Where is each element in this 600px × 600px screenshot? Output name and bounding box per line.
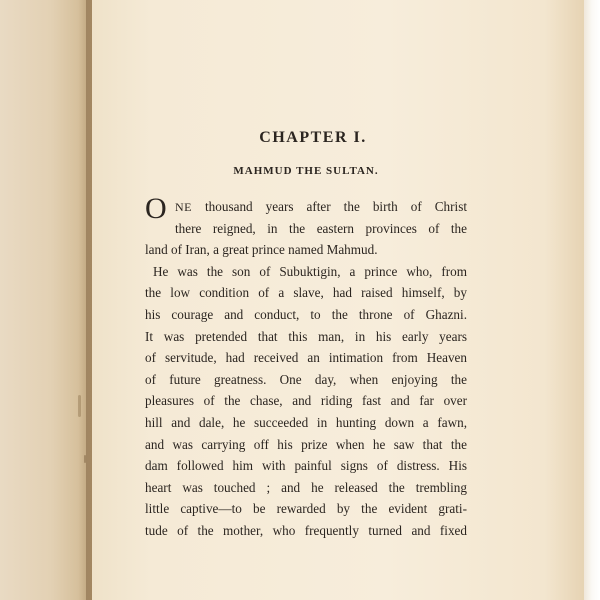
paragraph-line: his courage and conduct, to the throne of Ghazni. [145, 306, 467, 322]
paragraph-line: dam followed him with painful signs of distress. His [145, 458, 467, 474]
page-stain [78, 395, 81, 417]
paragraph-line: of future greatness. One day, when enjoying the [145, 371, 467, 387]
paragraph-line: and was carrying off his prize when he saw that the [145, 436, 467, 452]
page-edge [584, 0, 600, 600]
paragraph-line: land of Iran, a great prince named Mahmud. [145, 242, 378, 258]
paragraph-line: tude of the mother, who frequently turned and fixed [145, 522, 467, 538]
paragraph-line: there reigned, in the eastern provinces of the [175, 220, 467, 236]
paragraph-line: heart was touched ; and he released the trembling [145, 479, 467, 495]
page-text [145, 120, 467, 542]
paragraph-line: hill and dale, he succeeded in hunting down a fawn, [145, 414, 467, 430]
paragraph-line: pleasures of the chase, and riding fast and far over [145, 393, 467, 409]
paragraph-line: NE thousand years after the birth of Christ [175, 199, 467, 214]
chapter-heading: CHAPTER I. [259, 129, 367, 146]
paragraph-line: He was the son of Subuktigin, a prince who, from [153, 263, 467, 279]
paragraph-line: It was pretended that this man, in his early years [145, 328, 467, 344]
paragraph-line: little captive—to be rewarded by the evident grati- [145, 501, 467, 517]
paragraph-line: of servitude, had received an intimation from Heaven [145, 350, 467, 366]
paragraph-line: the low condition of a slave, had raised himself, by [145, 285, 467, 301]
left-page-edge [0, 0, 92, 600]
section-heading: MAHMUD THE SULTAN. [233, 165, 379, 177]
lead-word: NE [175, 200, 192, 214]
paragraph-1 [145, 192, 467, 261]
paragraph-2 [145, 261, 467, 542]
drop-cap: O [145, 192, 167, 225]
